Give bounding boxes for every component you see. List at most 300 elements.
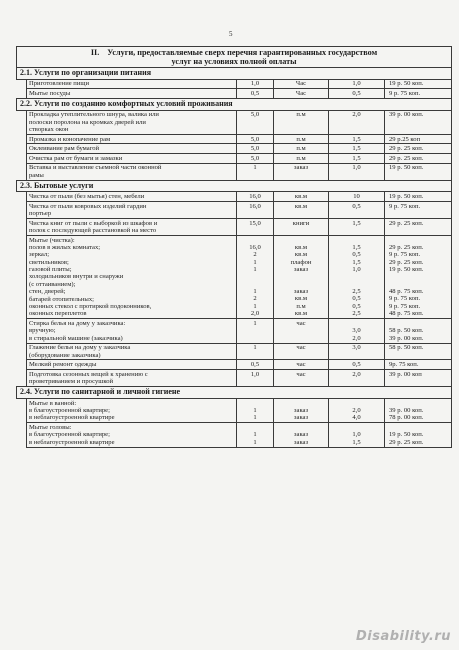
table-row bbox=[17, 423, 452, 447]
service-price-line: 29 р. 25 коп. bbox=[389, 219, 424, 227]
service-unit-line: п.м bbox=[296, 154, 306, 162]
service-quantity-line: 0,5 bbox=[250, 89, 260, 97]
service-price-line bbox=[389, 424, 449, 431]
service-unit-line bbox=[276, 424, 326, 431]
service-name bbox=[27, 110, 237, 134]
service-price-line bbox=[389, 273, 449, 280]
service-price bbox=[385, 79, 452, 89]
service-name bbox=[27, 343, 237, 360]
service-unit bbox=[274, 398, 329, 422]
service-name-line: портьер bbox=[29, 210, 52, 218]
service-quantity bbox=[237, 360, 274, 370]
service-name-line: Приготовление пищи bbox=[29, 80, 89, 88]
title-line-1: Услуги, предоставляемые сверх перечня гарантированных государством bbox=[107, 47, 378, 57]
service-quantity-line bbox=[239, 237, 271, 244]
service-price bbox=[385, 398, 452, 422]
service-quantity-line: 1 bbox=[253, 265, 257, 273]
service-unit-line: плафон bbox=[290, 258, 312, 266]
table-row bbox=[17, 89, 452, 99]
service-rate-line: 2,5 bbox=[352, 310, 361, 318]
service-name bbox=[27, 192, 237, 202]
service-quantity bbox=[237, 370, 274, 387]
service-price bbox=[385, 423, 452, 447]
service-unit bbox=[274, 110, 329, 134]
service-rate bbox=[329, 192, 385, 202]
service-unit-line: п.м bbox=[296, 302, 306, 310]
row-margin bbox=[17, 218, 27, 235]
service-rate bbox=[329, 110, 385, 134]
page-number: 5 bbox=[229, 30, 233, 38]
service-name bbox=[27, 202, 237, 219]
service-unit-line: заказ bbox=[293, 438, 309, 446]
service-price bbox=[385, 192, 452, 202]
table-row bbox=[17, 398, 452, 422]
service-name bbox=[27, 235, 237, 318]
row-margin bbox=[17, 235, 27, 318]
service-name-line: вручную; bbox=[29, 327, 56, 335]
service-unit-line bbox=[276, 400, 326, 407]
service-name-line: в неблагоустроенной квартире bbox=[29, 438, 115, 446]
service-price-line: 9 р. 75 коп. bbox=[389, 89, 421, 97]
service-rate-line bbox=[331, 400, 382, 407]
service-quantity-line: 1 bbox=[253, 258, 257, 266]
service-price bbox=[385, 110, 452, 134]
table-row bbox=[17, 235, 452, 318]
service-quantity-line: 1 bbox=[253, 406, 257, 414]
service-rate bbox=[329, 398, 385, 422]
service-price-line: 19 р. 50 коп. bbox=[389, 431, 424, 439]
service-price-line: 9р. 75 коп. bbox=[389, 361, 419, 369]
service-quantity-line: 16,0 bbox=[249, 202, 261, 210]
service-price-line: 29 р. 25 коп. bbox=[389, 243, 424, 251]
service-name-line: Очистка рам от бумаги и замазки bbox=[29, 154, 123, 162]
service-unit-line: час bbox=[296, 319, 306, 327]
title-line-2: услуг на условиях полной оплаты bbox=[171, 56, 297, 66]
service-unit bbox=[274, 319, 329, 343]
service-name-line: Вставка и выставление съемной части оконной bbox=[29, 164, 162, 172]
row-margin bbox=[17, 110, 27, 134]
row-margin bbox=[17, 370, 27, 387]
service-price-line: 78 р. 00 коп. bbox=[389, 414, 424, 422]
table-row bbox=[17, 154, 452, 164]
service-price-line: 58 р. 50 коп. bbox=[389, 344, 424, 352]
row-margin bbox=[17, 163, 27, 180]
service-unit-line: заказ bbox=[293, 406, 309, 414]
service-name-line: в неблагоустроенной квартире bbox=[29, 414, 115, 422]
service-unit-line: Час bbox=[295, 89, 307, 97]
table-row bbox=[17, 144, 452, 154]
service-name-line: рамы bbox=[29, 171, 44, 179]
service-price-line: 19 р. 50 коп. bbox=[389, 265, 424, 273]
service-price bbox=[385, 144, 452, 154]
row-margin bbox=[17, 319, 27, 343]
row-margin bbox=[17, 360, 27, 370]
service-name-line: Мытье в ванной: bbox=[29, 399, 77, 407]
service-name-line: в стиральной машине (заказчика) bbox=[29, 334, 123, 342]
section-heading-row bbox=[17, 180, 452, 192]
service-unit bbox=[274, 89, 329, 99]
service-rate-line: 0,5 bbox=[352, 202, 361, 210]
service-rate bbox=[329, 202, 385, 219]
table-row bbox=[17, 319, 452, 343]
service-rate bbox=[329, 235, 385, 318]
service-quantity-line: 16,0 bbox=[249, 193, 261, 201]
service-quantity bbox=[237, 79, 274, 89]
service-quantity bbox=[237, 163, 274, 180]
service-rate-line: 1,5 bbox=[352, 219, 361, 227]
row-margin bbox=[17, 89, 27, 99]
section-roman-numeral: II. bbox=[90, 47, 100, 57]
service-quantity-line: 1 bbox=[253, 438, 257, 446]
service-price bbox=[385, 154, 452, 164]
service-name bbox=[27, 398, 237, 422]
service-quantity-line: 5,0 bbox=[250, 154, 260, 162]
service-rate bbox=[329, 360, 385, 370]
service-unit-line: заказ bbox=[293, 265, 309, 273]
service-rate-line: 1,0 bbox=[352, 80, 361, 88]
row-margin bbox=[17, 192, 27, 202]
service-unit-line: заказ bbox=[293, 164, 309, 172]
service-name bbox=[27, 89, 237, 99]
service-unit-line: час bbox=[296, 344, 306, 352]
service-quantity-line: 1,0 bbox=[250, 80, 260, 88]
row-margin bbox=[17, 134, 27, 144]
service-rate-line bbox=[331, 281, 382, 288]
service-price bbox=[385, 134, 452, 144]
service-rate-line: 0,5 bbox=[352, 302, 361, 310]
service-name-line: Глажение белья на дому у заказчика bbox=[29, 344, 131, 352]
service-unit bbox=[274, 202, 329, 219]
service-price-line: 19 р. 50 коп. bbox=[389, 80, 424, 88]
service-quantity-line: 2,0 bbox=[250, 310, 260, 318]
service-unit bbox=[274, 235, 329, 318]
service-rate bbox=[329, 163, 385, 180]
row-margin bbox=[17, 423, 27, 447]
service-name bbox=[27, 319, 237, 343]
service-quantity-line: 0,5 bbox=[250, 361, 260, 369]
service-rate-line: 3,0 bbox=[352, 344, 361, 352]
service-rate-line: 1,5 bbox=[352, 258, 361, 266]
service-price-line: 19 р. 50 коп. bbox=[389, 193, 424, 201]
table-row bbox=[17, 370, 452, 387]
service-unit-line: час bbox=[296, 361, 306, 369]
service-unit-line: кв.м bbox=[294, 243, 308, 251]
service-rate bbox=[329, 319, 385, 343]
service-price bbox=[385, 370, 452, 387]
service-quantity-line: 1 bbox=[253, 344, 257, 352]
service-quantity-line: 5,0 bbox=[250, 111, 260, 119]
service-quantity bbox=[237, 319, 274, 343]
service-rate-line: 2,5 bbox=[352, 287, 361, 295]
service-rate-line: 0,5 bbox=[352, 251, 361, 259]
service-quantity bbox=[237, 110, 274, 134]
service-rate-line bbox=[331, 320, 382, 327]
service-name-line: Чистка от пыли ковровых изделий гардин bbox=[29, 202, 147, 210]
service-quantity-line: 16,0 bbox=[249, 243, 261, 251]
service-name bbox=[27, 144, 237, 154]
service-quantity bbox=[237, 89, 274, 99]
service-price-line: 9 р. 75 коп. bbox=[389, 295, 421, 303]
service-price-line: 29 р. 25 коп. bbox=[389, 145, 424, 153]
service-unit-line: кв.м bbox=[294, 251, 308, 259]
service-unit bbox=[274, 154, 329, 164]
watermark-logo: Disability.ru bbox=[355, 629, 451, 644]
service-quantity bbox=[237, 235, 274, 318]
row-margin bbox=[17, 202, 27, 219]
service-quantity bbox=[237, 202, 274, 219]
service-unit bbox=[274, 163, 329, 180]
service-name bbox=[27, 360, 237, 370]
service-unit-line: кв.м bbox=[294, 295, 308, 303]
service-price-line: 39 р. 00 коп. bbox=[389, 111, 424, 119]
service-quantity-line: 1 bbox=[253, 319, 257, 327]
service-unit-line: заказ bbox=[293, 431, 309, 439]
service-price bbox=[385, 163, 452, 180]
service-quantity-line bbox=[239, 273, 271, 280]
service-quantity-line bbox=[239, 281, 271, 288]
service-quantity-line bbox=[239, 424, 271, 431]
service-rate bbox=[329, 134, 385, 144]
service-rate bbox=[329, 79, 385, 89]
service-price-line: 9 р. 75 коп. bbox=[389, 302, 421, 310]
service-name-line: Мытье посуды bbox=[29, 89, 71, 97]
service-quantity bbox=[237, 154, 274, 164]
service-price-line: 39 р. 00 коп. bbox=[389, 334, 424, 342]
service-price-line: 29 р. 25 коп. bbox=[389, 154, 424, 162]
row-margin bbox=[17, 154, 27, 164]
service-quantity bbox=[237, 343, 274, 360]
service-price-line: 39 р. 00 коп. bbox=[389, 406, 424, 414]
service-name-line: Промазка и конопачение рам bbox=[29, 135, 111, 143]
service-price bbox=[385, 235, 452, 318]
service-price-line: 39 р. 00 коп bbox=[389, 370, 422, 378]
service-name-line: Мелкий ремонт одежды bbox=[29, 361, 97, 369]
table-row bbox=[17, 218, 452, 235]
service-name bbox=[27, 370, 237, 387]
table-row bbox=[17, 163, 452, 180]
service-name-line: газовой плиты; bbox=[29, 266, 72, 274]
service-unit-line: заказ bbox=[293, 287, 309, 295]
section-heading: 2.3. Бытовые услуги bbox=[17, 180, 452, 192]
service-price bbox=[385, 319, 452, 343]
service-unit bbox=[274, 370, 329, 387]
service-quantity-line: 1 bbox=[253, 414, 257, 422]
service-rate-line: 1,5 bbox=[352, 154, 361, 162]
row-margin bbox=[17, 398, 27, 422]
service-rate-line: 1,0 bbox=[352, 164, 361, 172]
service-price bbox=[385, 202, 452, 219]
service-name-line: Стирка белья на дому у заказчика: bbox=[29, 319, 126, 327]
service-name-line: в благоустроенной квартире; bbox=[29, 431, 110, 439]
service-name-line: полов в жилых комнатах; bbox=[29, 243, 101, 251]
service-name-line: полоски поролона на кромках дверей или bbox=[29, 118, 146, 126]
service-rate bbox=[329, 343, 385, 360]
section-heading: 2.1. Услуги по организации питания bbox=[17, 67, 452, 79]
section-heading: 2.2. Услуги по созданию комфортных условий проживания bbox=[17, 98, 452, 110]
service-name-line: (с оттаиванием); bbox=[29, 280, 76, 288]
service-unit bbox=[274, 423, 329, 447]
service-rate bbox=[329, 144, 385, 154]
service-rate bbox=[329, 218, 385, 235]
service-rate bbox=[329, 89, 385, 99]
service-rate-line: 0,5 bbox=[352, 295, 361, 303]
service-name-line: оконных стекол с протиркой подоконников, bbox=[29, 302, 152, 310]
service-rate-line: 3,0 bbox=[352, 327, 361, 335]
service-rate-line: 2,0 bbox=[352, 406, 361, 414]
service-unit bbox=[274, 218, 329, 235]
service-unit-line: кв.м bbox=[294, 202, 308, 210]
service-price-line: 19 р. 50 коп. bbox=[389, 164, 424, 172]
service-price-line bbox=[389, 281, 449, 288]
service-price-line: 48 р. 75 коп. bbox=[389, 287, 424, 295]
service-name bbox=[27, 79, 237, 89]
service-price-line: 48 р. 75 коп. bbox=[389, 310, 424, 318]
service-name-line: Мытье головы: bbox=[29, 423, 72, 431]
service-rate-line: 2,0 bbox=[352, 334, 361, 342]
service-name bbox=[27, 163, 237, 180]
service-rate-line: 1,5 bbox=[352, 243, 361, 251]
service-quantity bbox=[237, 398, 274, 422]
service-name-line: зеркал; bbox=[29, 251, 50, 259]
service-quantity bbox=[237, 134, 274, 144]
service-name-line: проветриванием и просушкой bbox=[29, 378, 114, 386]
service-price-line: 9 р. 75 коп. bbox=[389, 251, 421, 259]
service-unit bbox=[274, 144, 329, 154]
service-name-line: оконных переплетов bbox=[29, 310, 87, 318]
service-unit-line: книги bbox=[292, 219, 310, 227]
service-rate-line: 4,0 bbox=[352, 414, 361, 422]
service-name bbox=[27, 218, 237, 235]
service-rate-line bbox=[331, 424, 382, 431]
service-name-line: светильников; bbox=[29, 258, 69, 266]
table-row bbox=[17, 343, 452, 360]
service-unit-line: п.м bbox=[296, 145, 306, 153]
service-unit bbox=[274, 192, 329, 202]
service-rate-line: 1,5 bbox=[352, 438, 361, 446]
service-rate-line: 1,5 bbox=[352, 145, 361, 153]
table-row bbox=[17, 110, 452, 134]
service-quantity-line bbox=[239, 400, 271, 407]
service-price bbox=[385, 360, 452, 370]
service-price-line: 29 р.25 коп bbox=[389, 135, 421, 143]
service-price bbox=[385, 218, 452, 235]
service-quantity bbox=[237, 423, 274, 447]
service-name-line: (оборудование заказчика) bbox=[29, 351, 101, 359]
service-unit-line: п.м bbox=[296, 111, 306, 119]
section-heading: 2.4. Услуги по санитарной и личной гигиене bbox=[17, 386, 452, 398]
table-title bbox=[17, 47, 452, 68]
service-rate-line: 2,0 bbox=[352, 370, 361, 378]
service-quantity-line: 5,0 bbox=[250, 135, 260, 143]
service-quantity-line: 2 bbox=[253, 295, 257, 303]
service-name-line: Мытье (чистка): bbox=[29, 236, 75, 244]
service-unit-line: п.м bbox=[296, 135, 306, 143]
service-unit-line: заказ bbox=[293, 414, 309, 422]
service-rate-line: 10 bbox=[353, 193, 360, 201]
service-name-line: батарей отопительных; bbox=[29, 295, 94, 303]
service-rate bbox=[329, 154, 385, 164]
service-quantity bbox=[237, 218, 274, 235]
service-rate bbox=[329, 370, 385, 387]
service-unit-line bbox=[276, 237, 326, 244]
service-price-line: 29 р. 25 коп. bbox=[389, 258, 424, 266]
service-unit bbox=[274, 360, 329, 370]
section-heading-row bbox=[17, 386, 452, 398]
service-unit bbox=[274, 134, 329, 144]
table-row bbox=[17, 134, 452, 144]
service-price bbox=[385, 89, 452, 99]
service-price-line bbox=[389, 237, 449, 244]
service-name bbox=[27, 134, 237, 144]
service-price-line: 29 р. 25 коп. bbox=[389, 438, 424, 446]
table-title-row bbox=[17, 47, 452, 68]
service-unit bbox=[274, 343, 329, 360]
service-quantity-line: 5,0 bbox=[250, 145, 260, 153]
service-name-line: Оклеивание рам бумагой bbox=[29, 145, 100, 153]
service-unit-line: кв.м bbox=[294, 193, 308, 201]
service-name bbox=[27, 154, 237, 164]
service-quantity-line: 2 bbox=[253, 251, 257, 259]
service-name-line: Чистка книг от пыли с выборкой из шкафов и bbox=[29, 219, 158, 227]
table-row bbox=[17, 202, 452, 219]
service-rate-line: 1,5 bbox=[352, 135, 361, 143]
service-name-line: Чистка от пыли (без мытья) стен, мебели bbox=[29, 193, 145, 201]
service-quantity bbox=[237, 192, 274, 202]
section-heading-row bbox=[17, 98, 452, 110]
service-quantity-line: 1,0 bbox=[250, 370, 260, 378]
service-rate-line: 1,0 bbox=[352, 431, 361, 439]
table-row bbox=[17, 192, 452, 202]
row-margin bbox=[17, 79, 27, 89]
service-name-line: Прокладка утеплительного шнура, валика или bbox=[29, 111, 159, 119]
service-rate-line: 0,5 bbox=[352, 361, 361, 369]
table-row bbox=[17, 360, 452, 370]
service-quantity-line: 15,0 bbox=[249, 219, 261, 227]
service-name-line: Подготовка сезонных вещей к хранению с bbox=[29, 370, 148, 378]
service-quantity-line: 1 bbox=[253, 287, 257, 295]
service-price-line bbox=[389, 400, 449, 407]
service-rate-line: 2,0 bbox=[352, 111, 361, 119]
service-price bbox=[385, 343, 452, 360]
services-table bbox=[16, 46, 452, 448]
table-row bbox=[17, 79, 452, 89]
service-quantity-line: 1 bbox=[253, 302, 257, 310]
service-price-line: 9 р. 75 коп. bbox=[389, 202, 421, 210]
section-heading-row bbox=[17, 67, 452, 79]
service-name-line: стен, дверей; bbox=[29, 288, 66, 296]
service-price-line: 58 р. 50 коп. bbox=[389, 327, 424, 335]
service-quantity-line: 1 bbox=[253, 431, 257, 439]
service-unit-line: Час bbox=[295, 80, 307, 88]
service-rate-line bbox=[331, 273, 382, 280]
service-rate bbox=[329, 423, 385, 447]
row-margin bbox=[17, 144, 27, 154]
service-name-line: полок с последующей расстановкой на место bbox=[29, 226, 157, 234]
service-price-line bbox=[389, 320, 449, 327]
service-unit-line bbox=[276, 281, 326, 288]
service-name-line: створках окон bbox=[29, 125, 69, 133]
service-unit bbox=[274, 79, 329, 89]
service-unit-line: кв.м bbox=[294, 310, 308, 318]
service-quantity bbox=[237, 144, 274, 154]
service-name-line: в благоустроенной квартире; bbox=[29, 406, 110, 414]
service-rate-line: 1,0 bbox=[352, 265, 361, 273]
service-name-line: холодильников внутри и снаружи bbox=[29, 273, 124, 281]
service-name bbox=[27, 423, 237, 447]
service-rate-line bbox=[331, 237, 382, 244]
service-unit-line: час bbox=[296, 370, 306, 378]
service-quantity-line: 1 bbox=[253, 164, 257, 172]
